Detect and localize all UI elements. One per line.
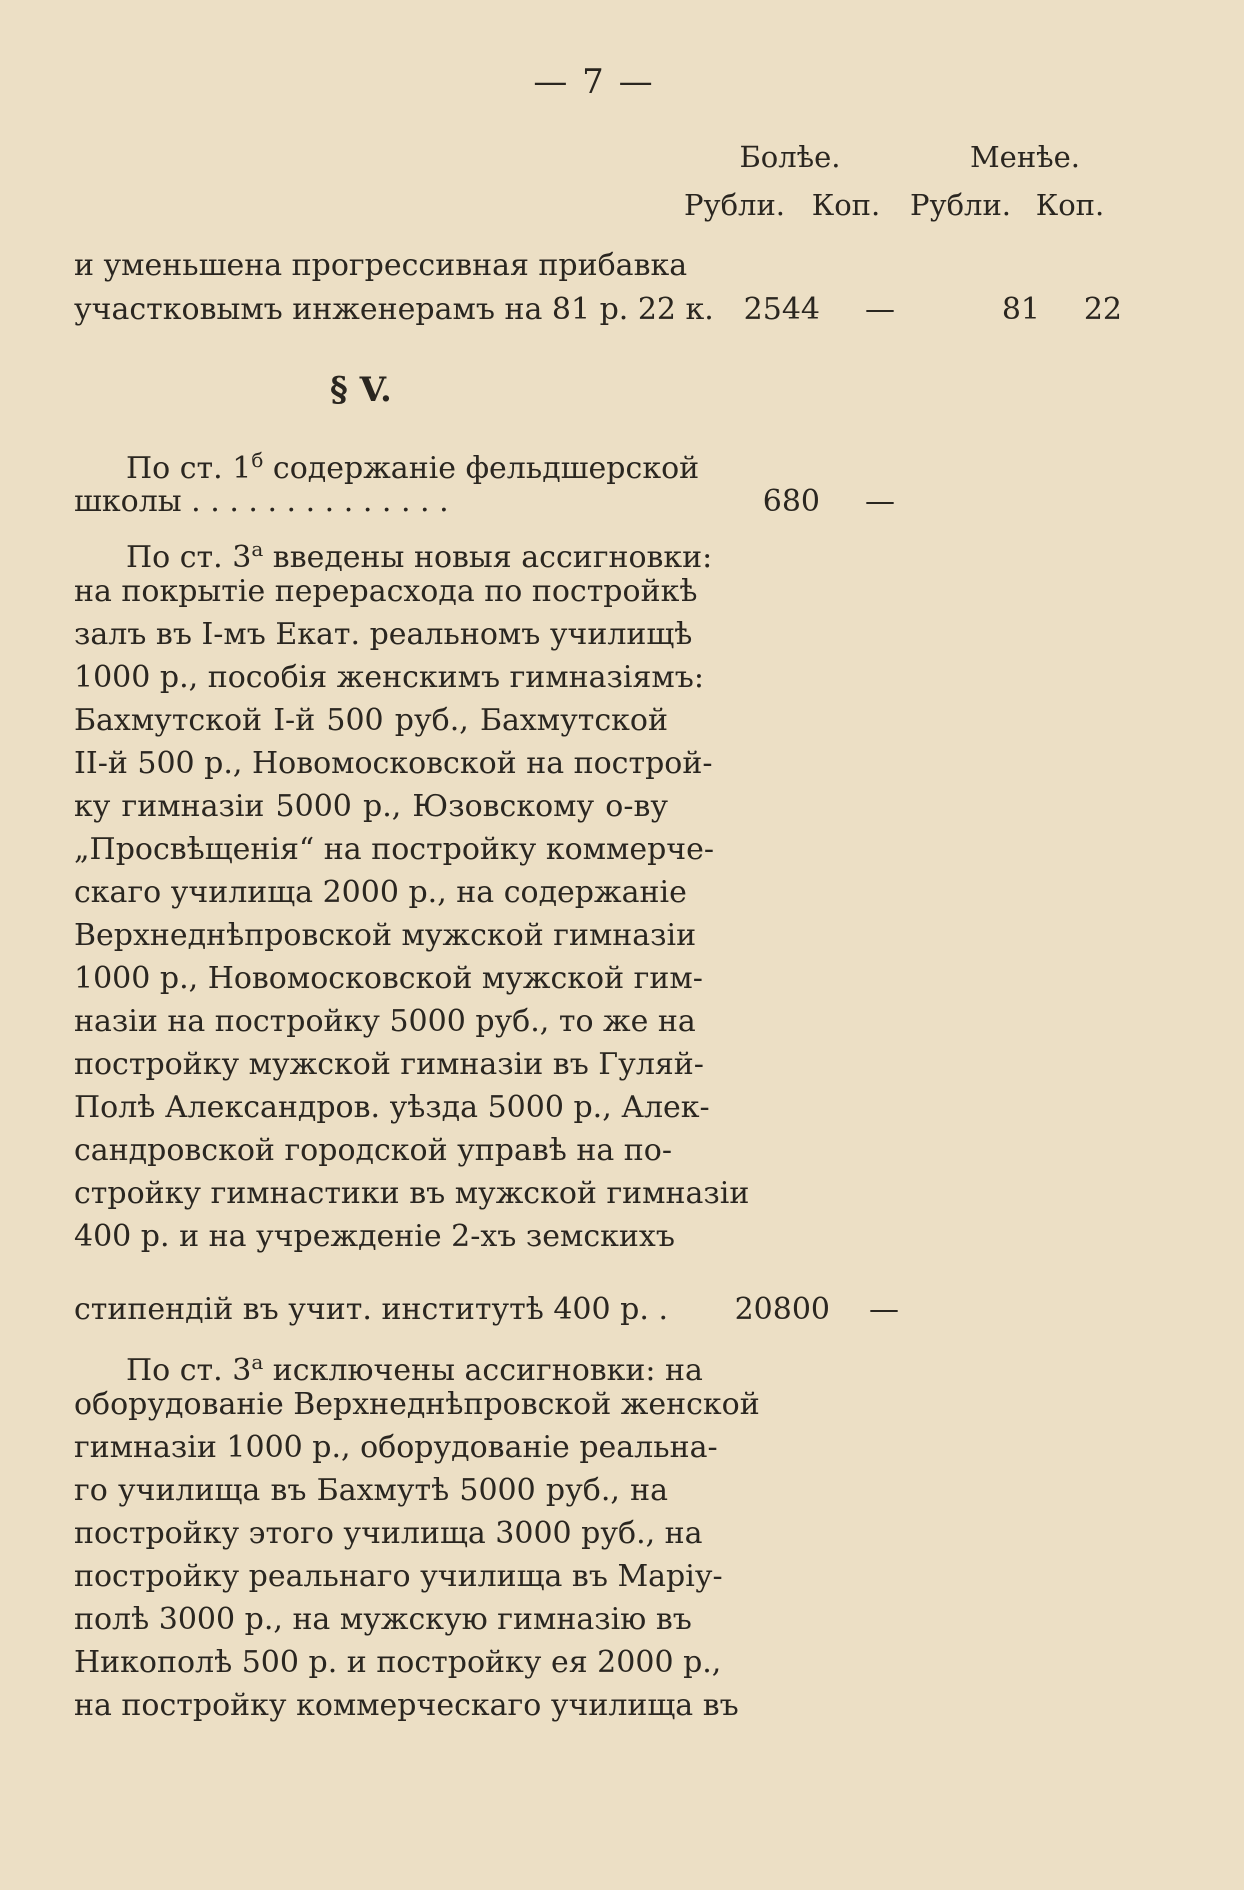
block1-more-kopecks: — — [865, 292, 895, 327]
more-column-header: Болѣе. — [739, 140, 841, 174]
less-rubles-header: Рубли. — [910, 188, 1012, 222]
block3-line: стипендій въ учит. институтѣ 400 р. . — [74, 1292, 668, 1327]
block4-line: постройку реальнаго училища въ Маріу- — [74, 1559, 723, 1594]
block3-line: Бахмутской І-й 500 руб., Бахмутской — [74, 703, 668, 738]
block3-line: Полѣ Александров. уѣзда 5000 р., Алек- — [74, 1090, 710, 1125]
block2-line: школы . . . . . . . . . . . . . . — [74, 484, 449, 519]
block3-line: на покрытіе перерасхода по постройкѣ — [74, 574, 698, 609]
block2-superscript: б — [251, 448, 264, 472]
block1-less-rubles: 81 — [1001, 292, 1040, 327]
block1-more-rubles: 2544 — [743, 292, 820, 327]
page-number: — 7 — — [533, 62, 655, 102]
block4-first-line — [126, 1342, 703, 1391]
block3-line: залъ въ І-мъ Екат. реальномъ училищѣ — [74, 617, 693, 652]
block3-line: сандровской городской управѣ на по- — [74, 1133, 672, 1168]
block3-more-kopecks: — — [869, 1292, 899, 1327]
block1-less-kopecks: 22 — [1083, 292, 1122, 327]
more-rubles-header: Рубли. — [684, 188, 786, 222]
block4-line: го училища въ Бахмутѣ 5000 руб., на — [74, 1473, 668, 1508]
block2-prefix: По ст. 1 — [126, 451, 252, 486]
block3-superscript: а — [251, 537, 264, 561]
block3-line: назіи на постройку 5000 руб., то же на — [74, 1004, 696, 1039]
block3-line: скаго училища 2000 р., на содержаніе — [74, 875, 687, 910]
block4-line: гимназіи 1000 р., оборудованіе реальна- — [74, 1430, 718, 1465]
block2-more-rubles: 680 — [762, 484, 820, 519]
block3-more-rubles: 20800 — [734, 1292, 830, 1327]
block3-first-line — [126, 529, 713, 578]
block3-line: Верхнеднѣпровской мужской гимназіи — [74, 918, 697, 953]
block3-line: 400 р. и на учрежденіе 2-хъ земскихъ — [74, 1219, 675, 1254]
block3-line: „Просвѣщенія“ на постройку коммерче- — [74, 832, 715, 867]
block1-line: участковымъ инженерамъ на 81 р. 22 к. — [74, 292, 714, 327]
block2-more-kopecks: — — [865, 484, 895, 519]
block4-line: на постройку коммерческаго училища въ — [74, 1688, 739, 1723]
block2-suffix: содержаніе фельдшерской — [263, 451, 700, 486]
less-kopecks-header: Коп. — [1035, 188, 1105, 222]
block3-line: 1000 р., Новомосковской мужской гим- — [74, 961, 703, 996]
block4-prefix: По ст. 3 — [126, 1353, 252, 1388]
block1-line: и уменьшена прогрессивная прибавка — [74, 248, 688, 283]
block4-superscript: а — [251, 1350, 264, 1374]
block3-line: ІІ-й 500 р., Новомосковской на построй- — [74, 746, 713, 781]
block4-line: постройку этого училища 3000 руб., на — [74, 1516, 703, 1551]
block3-prefix: По ст. 3 — [126, 540, 252, 575]
block3-suffix: введены новыя ассигновки: — [263, 540, 713, 575]
block4-line: оборудованіе Верхнеднѣпровской женской — [74, 1387, 760, 1422]
block4-suffix: исключены ассигновки: на — [263, 1353, 703, 1388]
block3-line: постройку мужской гимназіи въ Гуляй- — [74, 1047, 704, 1082]
block3-line: 1000 р., пособія женскимъ гимназіямъ: — [74, 660, 704, 695]
more-kopecks-header: Коп. — [811, 188, 881, 222]
less-column-header: Менѣе. — [969, 140, 1081, 174]
block3-line: стройку гимнастики въ мужской гимназіи — [74, 1176, 750, 1211]
block4-line: Никополѣ 500 р. и постройку ея 2000 р., — [74, 1645, 722, 1680]
section-heading: § V. — [330, 370, 392, 410]
block3-line: ку гимназіи 5000 р., Юзовскому о-ву — [74, 789, 668, 824]
block4-line: полѣ 3000 р., на мужскую гимназію въ — [74, 1602, 692, 1637]
